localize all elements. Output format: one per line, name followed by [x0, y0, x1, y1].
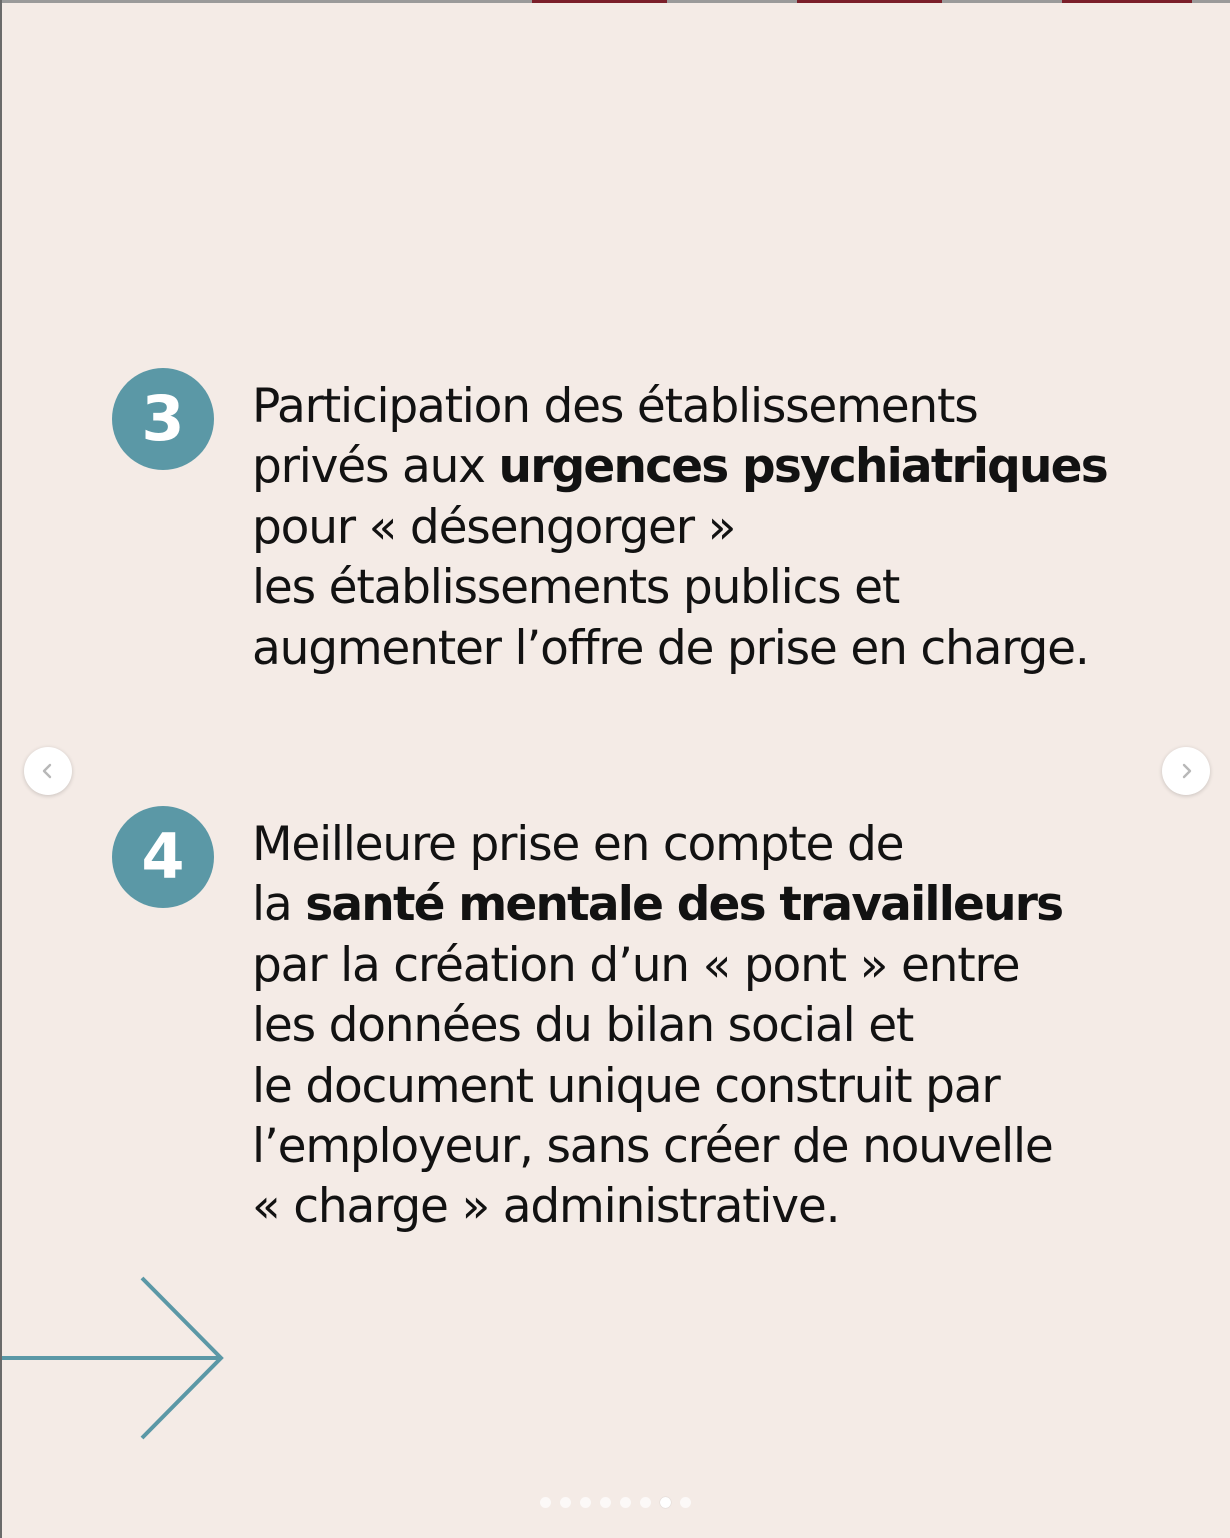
pagination-dot-active — [660, 1497, 671, 1508]
text-segment: le document unique construit par — [252, 1058, 1000, 1114]
pagination-dot — [620, 1497, 631, 1508]
pagination-dot — [680, 1497, 691, 1508]
text-segment: les données du bilan social et — [252, 998, 914, 1054]
text-segment: les établissements publics et — [252, 560, 900, 616]
highlighted-phrase: urgences psychiatriques — [498, 439, 1107, 495]
text-line — [252, 498, 1107, 558]
chevron-left-icon — [39, 762, 57, 780]
text-line — [252, 558, 1107, 618]
previous-slide-button[interactable] — [24, 747, 72, 795]
pagination-dot — [580, 1497, 591, 1508]
text-line — [252, 1057, 1062, 1117]
text-segment: augmenter l’offre de prise en charge. — [252, 620, 1089, 676]
item-text — [252, 815, 1062, 1238]
text-segment: pour « désengorger » — [252, 499, 736, 555]
text-segment: l’employeur, sans créer de nouvelle — [252, 1119, 1053, 1175]
carousel-pagination — [540, 1497, 691, 1508]
pagination-dot — [640, 1497, 651, 1508]
text-line — [252, 1117, 1062, 1177]
text-segment: par la création d’un « pont » entre — [252, 937, 1020, 993]
arrow-right-icon — [2, 1274, 232, 1444]
text-segment: « charge » administrative. — [252, 1179, 840, 1235]
text-line — [252, 996, 1062, 1056]
text-line — [252, 377, 1107, 437]
next-slide-button[interactable] — [1162, 747, 1210, 795]
highlighted-phrase: santé mentale des travailleurs — [305, 877, 1063, 933]
chevron-right-icon — [1177, 762, 1195, 780]
text-line — [252, 619, 1107, 679]
item-number-badge: 4 — [112, 806, 214, 908]
text-line — [252, 815, 1062, 875]
text-segment: la — [252, 877, 306, 933]
text-line — [252, 1177, 1062, 1237]
item-text — [252, 377, 1107, 679]
pagination-dot — [540, 1497, 551, 1508]
text-line — [252, 936, 1062, 996]
text-segment: Participation des établissements — [252, 379, 978, 434]
item-number-badge: 3 — [112, 368, 214, 470]
text-segment: privés aux — [252, 439, 499, 495]
text-line — [252, 437, 1107, 497]
pagination-dot — [600, 1497, 611, 1508]
text-segment: Meilleure prise en compte de — [252, 817, 904, 872]
text-line — [252, 875, 1062, 935]
top-accent-strip — [2, 0, 1230, 3]
pagination-dot — [560, 1497, 571, 1508]
